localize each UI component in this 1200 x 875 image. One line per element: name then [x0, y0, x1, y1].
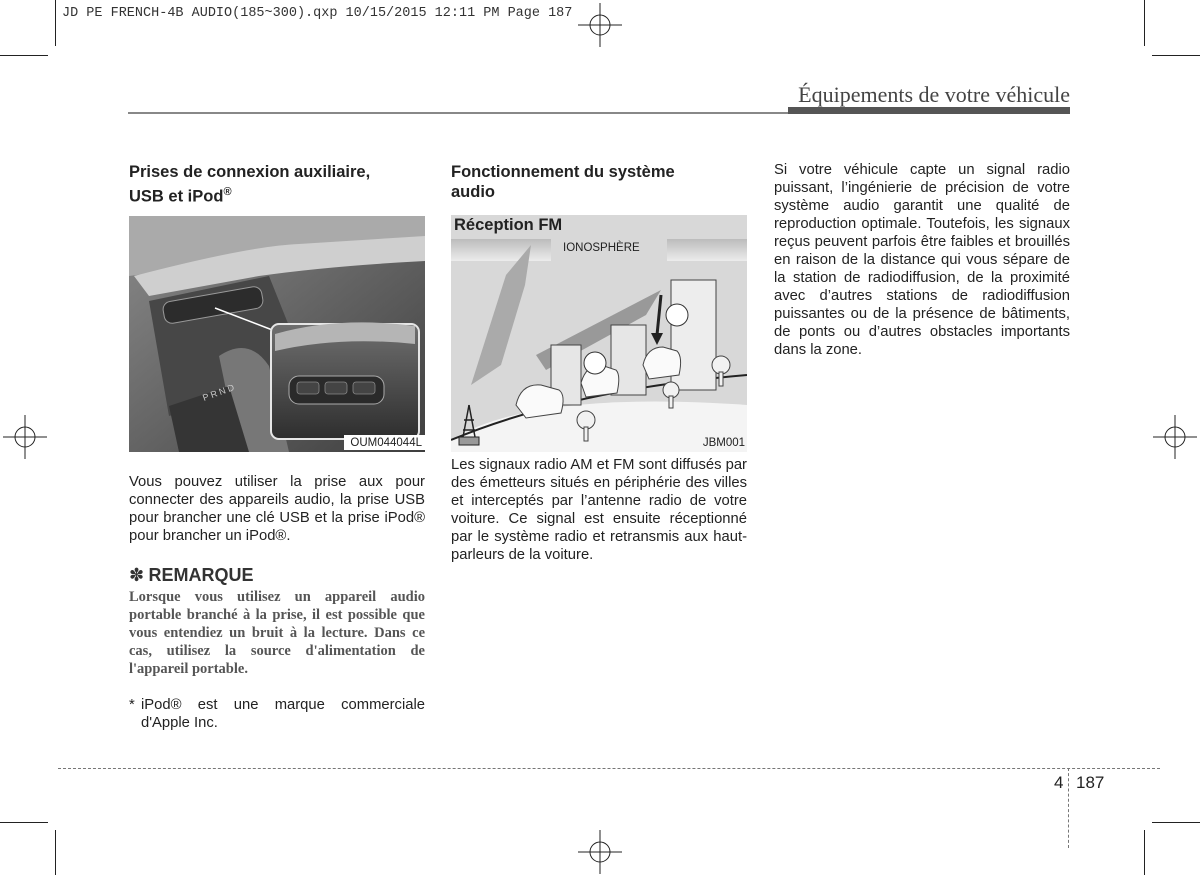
footer-rule	[58, 768, 1160, 769]
console-illustration	[129, 216, 425, 452]
figure-code: JBM001	[702, 437, 745, 449]
heading-line: Prises de connexion auxiliaire,	[129, 163, 371, 181]
left-column	[129, 162, 425, 207]
fm-reception-figure	[451, 215, 747, 452]
svg-text:P R N D: P R N D	[201, 382, 236, 403]
footnote	[129, 696, 425, 732]
note-body: Lorsque vous utilisez un appareil audio portable branché à la prise, il est possible que vous entendiez un bruit à la lecture. Dans ce cas, utilisez la source d'alimentation de l'appareil portable.	[129, 589, 425, 677]
crop-mark	[1152, 55, 1200, 56]
crop-mark	[0, 55, 48, 56]
registration-mark-icon	[1153, 415, 1197, 459]
figure-title: Réception FM	[454, 216, 563, 234]
page-number: 187	[1076, 773, 1105, 792]
section-heading-connectors	[129, 162, 425, 207]
registration-mark-icon	[3, 415, 47, 459]
print-header: JD PE FRENCH-4B AUDIO(185~300).qxp 10/15/2015 12:11 PM Page 187	[62, 6, 573, 21]
left-paragraph: Vous pouvez utiliser la prise aux pour connecter des appareils audio, la prise USB pour brancher une clé USB et la prise iPod® pour brancher un iPod®.	[129, 474, 425, 544]
crop-mark	[1144, 0, 1145, 46]
middle-column	[451, 162, 747, 202]
figure-code: OUM044044L	[344, 435, 425, 450]
heading-line: audio	[451, 183, 495, 201]
crop-mark	[55, 830, 56, 875]
heading-line: Fonctionnement du système	[451, 163, 675, 181]
chapter-title: Équipements de votre véhicule	[798, 82, 1070, 107]
crop-mark	[0, 822, 48, 823]
registered-mark: ®	[223, 186, 232, 198]
registration-mark-icon	[578, 830, 622, 874]
registration-mark-icon	[578, 3, 622, 47]
right-paragraph: Si votre véhicule capte un signal radio puissant, l’ingénierie de précision de votre système audio garantit une qualité de reproduction optimale. Toutefois, les signaux reçus peuvent parfois être faibles et brouillés en raison de la distance qui vous sépare de la station de radiodiffusion, de la proximité avec d’autres stations de radiodiffusion puissantes ou de la présence de bâtiments, de ponts ou d’autres obstacles importants dans la zone.	[774, 162, 1070, 358]
section-heading-audio	[451, 162, 747, 202]
console-photo	[129, 216, 425, 452]
crop-mark	[1144, 830, 1145, 875]
middle-paragraph: Les signaux radio AM et FM sont diffusés par des émetteurs situés en périphérie des villes et interceptés par l’antenne radio de votre voiture. Ce signal est ensuite réceptionné par le système radio et retransmis aux haut-parleurs de la voiture.	[451, 457, 747, 563]
crop-mark	[1152, 822, 1200, 823]
heading-line: USB et iPod	[129, 187, 224, 206]
footnote-star: *	[129, 697, 135, 713]
title-rule-accent	[788, 107, 1070, 114]
note-title: REMARQUE	[148, 565, 254, 585]
note-symbol: ✽	[129, 565, 145, 585]
chapter-number: 4	[1054, 773, 1064, 792]
ionosphere-label: IONOSPHÈRE	[563, 242, 640, 254]
footer-vertical-rule	[1068, 768, 1069, 848]
footnote-text: iPod® est une marque commerciale d'Apple Inc.	[141, 697, 425, 731]
crop-mark	[55, 0, 56, 46]
note-heading	[129, 565, 254, 586]
